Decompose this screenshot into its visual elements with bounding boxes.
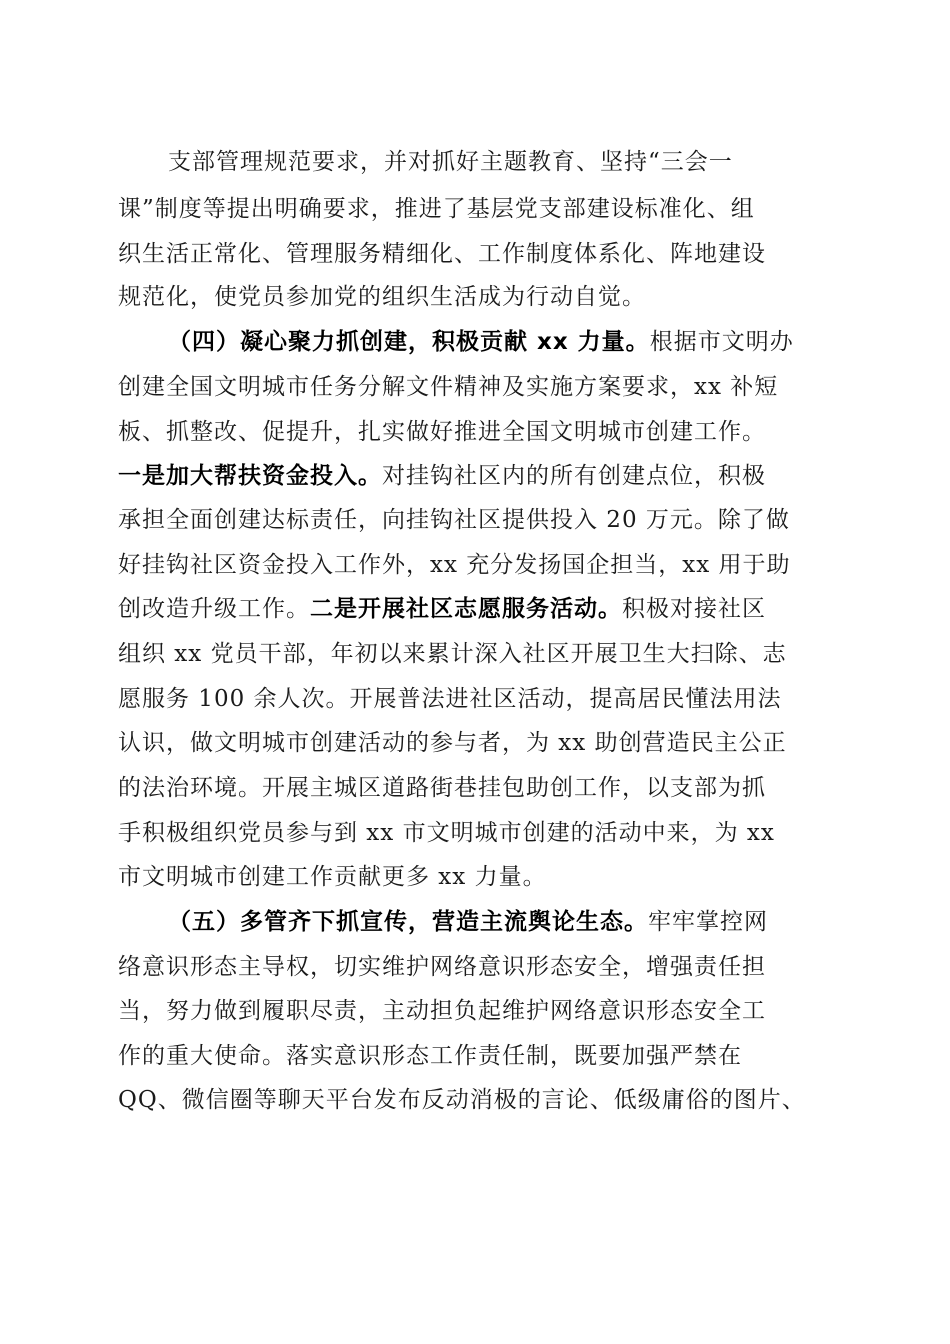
text-span: 板、抓整改、促提升，扎实做好推进全国文明城市创建工作。: [118, 419, 766, 445]
point-heading-1: 一是加大帮扶资金投入。: [118, 463, 382, 489]
text-span: 市文明城市创建工作贡献更多 xx 力量。: [118, 864, 547, 890]
text-span: 织生活正常化、管理服务精细化、工作制度体系化、阵地建设: [118, 241, 766, 267]
paragraph-line: [168, 142, 733, 182]
text-span: 创建全国文明城市任务分解文件精神及实施方案要求，xx 补短: [118, 374, 779, 400]
paragraph-line: [118, 947, 766, 987]
section-heading-5: （五）多管齐下抓宣传，营造主流舆论生态。: [168, 909, 648, 935]
paragraph-line: [118, 545, 791, 585]
paragraph-line: [118, 234, 766, 274]
paragraph-line: [118, 723, 787, 763]
paragraph-line: [118, 189, 755, 229]
paragraph-line: [118, 679, 782, 719]
text-span: 手积极组织党员参与到 xx 市文明城市创建的活动中来，为 xx: [118, 820, 775, 846]
paragraph-line: [118, 991, 766, 1031]
text-span: 承担全面创建达标责任，向挂钩社区提供投入 20 万元。除了做: [118, 507, 790, 533]
text-span: QQ、微信圈等聊天平台发布反动消极的言论、低级庸俗的图片、: [118, 1087, 806, 1113]
paragraph-line: [118, 589, 766, 629]
text-span: 创改造升级工作。: [118, 596, 310, 622]
point-heading-2: 二是开展社区志愿服务活动。: [310, 596, 622, 622]
text-span: 支部管理规范要求，并对抓好主题教育、坚持“三会一: [168, 149, 733, 175]
paragraph-line: [118, 412, 766, 452]
text-span: 牢牢掌控网: [648, 909, 768, 935]
text-span: 的法治环境。开展主城区道路街巷挂包助创工作，以支部为抓: [118, 775, 766, 801]
text-span: 当，努力做到履职尽责，主动担负起维护网络意识形态安全工: [118, 998, 766, 1024]
text-span: 作的重大使命。落实意识形态工作责任制，既要加强严禁在: [118, 1043, 742, 1069]
text-span: 规范化，使党员参加党的组织生活成为行动自觉。: [118, 284, 646, 310]
paragraph-line: [118, 277, 646, 317]
paragraph-line: [118, 500, 790, 540]
text-span: 组织 xx 党员干部，年初以来累计深入社区开展卫生大扫除、志: [118, 641, 787, 667]
paragraph-line: [118, 768, 766, 808]
text-span: 积极对接社区: [622, 596, 766, 622]
text-span: 对挂钩社区内的所有创建点位，积极: [382, 463, 766, 489]
text-span: 愿服务 100 余人次。开展普法进社区活动，提高居民懂法用法: [118, 686, 782, 712]
paragraph-line: [118, 1036, 742, 1076]
text-span: 根据市文明办: [649, 329, 794, 355]
paragraph-line: [118, 1080, 806, 1120]
paragraph-line: [118, 456, 766, 496]
section-heading-line: [168, 902, 768, 942]
paragraph-line: [118, 857, 547, 897]
paragraph-line: [118, 813, 775, 853]
section-heading-4: （四）凝心聚力抓创建，积极贡献 xx 力量。: [168, 329, 650, 355]
text-span: 络意识形态主导权，切实维护网络意识形态安全，增强责任担: [118, 954, 766, 980]
paragraph-line: [118, 367, 778, 407]
paragraph-line: [118, 634, 787, 674]
text-span: 认识，做文明城市创建活动的参与者，为 xx 助创营造民主公正: [118, 730, 787, 756]
section-heading-line: [168, 322, 794, 362]
text-span: 好挂钩社区资金投入工作外，xx 充分发扬国企担当，xx 用于助: [118, 552, 791, 578]
text-span: 课”制度等提出明确要求，推进了基层党支部建设标准化、组: [118, 196, 755, 222]
